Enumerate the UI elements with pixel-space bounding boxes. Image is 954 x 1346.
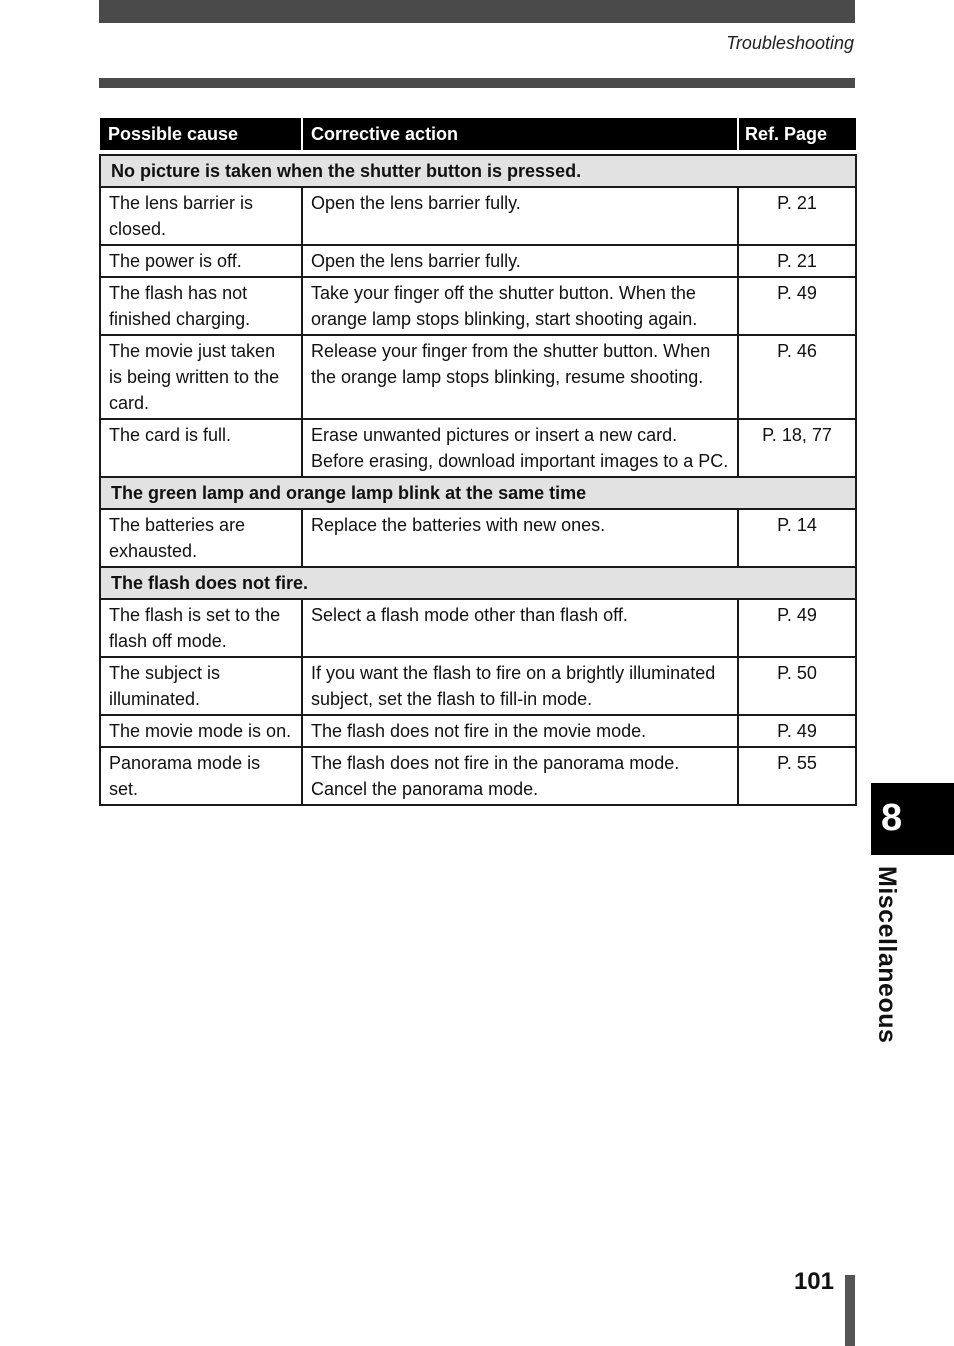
ref-page-cell: P. 21 [738, 245, 856, 277]
cause-cell: The card is full. [100, 419, 302, 477]
ref-page-cell: P. 14 [738, 509, 856, 567]
action-cell: Take your finger off the shutter button. When the orange lamp stops blinking, start shooting again. [302, 277, 738, 335]
ref-page-cell: P. 18, 77 [738, 419, 856, 477]
running-header-title: Troubleshooting [726, 33, 854, 53]
troubleshooting-table [99, 118, 857, 806]
cause-cell: The lens barrier is closed. [100, 187, 302, 245]
table-row [100, 419, 856, 477]
column-header-action: Corrective action [302, 118, 738, 150]
top-header-bar [99, 0, 855, 23]
cause-cell: The subject is illuminated. [100, 657, 302, 715]
column-header-ref: Ref. Page [738, 118, 856, 150]
chapter-number: 8 [881, 797, 903, 839]
action-cell: If you want the flash to fire on a brightly illuminated subject, set the flash to fill-in mode. [302, 657, 738, 715]
table-header-row [100, 118, 856, 150]
table-row [100, 599, 856, 657]
action-cell: Erase unwanted pictures or insert a new card. Before erasing, download important images to a PC. [302, 419, 738, 477]
ref-page-cell: P. 46 [738, 335, 856, 419]
chapter-title-vertical: Miscellaneous [873, 866, 901, 1044]
section-title: No picture is taken when the shutter button is pressed. [100, 155, 856, 187]
table-body [100, 155, 856, 805]
column-header-cause: Possible cause [100, 118, 302, 150]
action-cell: The flash does not fire in the panorama mode. Cancel the panorama mode. [302, 747, 738, 805]
cause-cell: The movie mode is on. [100, 715, 302, 747]
action-cell: Open the lens barrier fully. [302, 187, 738, 245]
table-row [100, 509, 856, 567]
chapter-tab [871, 783, 954, 855]
ref-page-cell: P. 49 [738, 277, 856, 335]
table-row [100, 715, 856, 747]
section-title: The flash does not fire. [100, 567, 856, 599]
header-rule-bar [99, 78, 855, 88]
table-row [100, 245, 856, 277]
cause-cell: The flash is set to the flash off mode. [100, 599, 302, 657]
cause-cell: The batteries are exhausted. [100, 509, 302, 567]
table-row [100, 335, 856, 419]
section-header-row [100, 477, 856, 509]
action-cell: Release your finger from the shutter button. When the orange lamp stops blinking, resume shooting. [302, 335, 738, 419]
action-cell: The flash does not fire in the movie mode. [302, 715, 738, 747]
ref-page-cell: P. 49 [738, 599, 856, 657]
section-header-row [100, 155, 856, 187]
table-row [100, 657, 856, 715]
action-cell: Replace the batteries with new ones. [302, 509, 738, 567]
ref-page-cell: P. 21 [738, 187, 856, 245]
table-row [100, 747, 856, 805]
action-cell: Open the lens barrier fully. [302, 245, 738, 277]
cause-cell: The flash has not finished charging. [100, 277, 302, 335]
section-header-row [100, 567, 856, 599]
ref-page-cell: P. 55 [738, 747, 856, 805]
table-row [100, 187, 856, 245]
page-number-bar [845, 1275, 855, 1346]
action-cell: Select a flash mode other than flash off. [302, 599, 738, 657]
cause-cell: The movie just taken is being written to the card. [100, 335, 302, 419]
ref-page-cell: P. 49 [738, 715, 856, 747]
ref-page-cell: P. 50 [738, 657, 856, 715]
section-title: The green lamp and orange lamp blink at the same time [100, 477, 856, 509]
cause-cell: Panorama mode is set. [100, 747, 302, 805]
page-number: 101 [793, 1268, 834, 1295]
cause-cell: The power is off. [100, 245, 302, 277]
table-row [100, 277, 856, 335]
